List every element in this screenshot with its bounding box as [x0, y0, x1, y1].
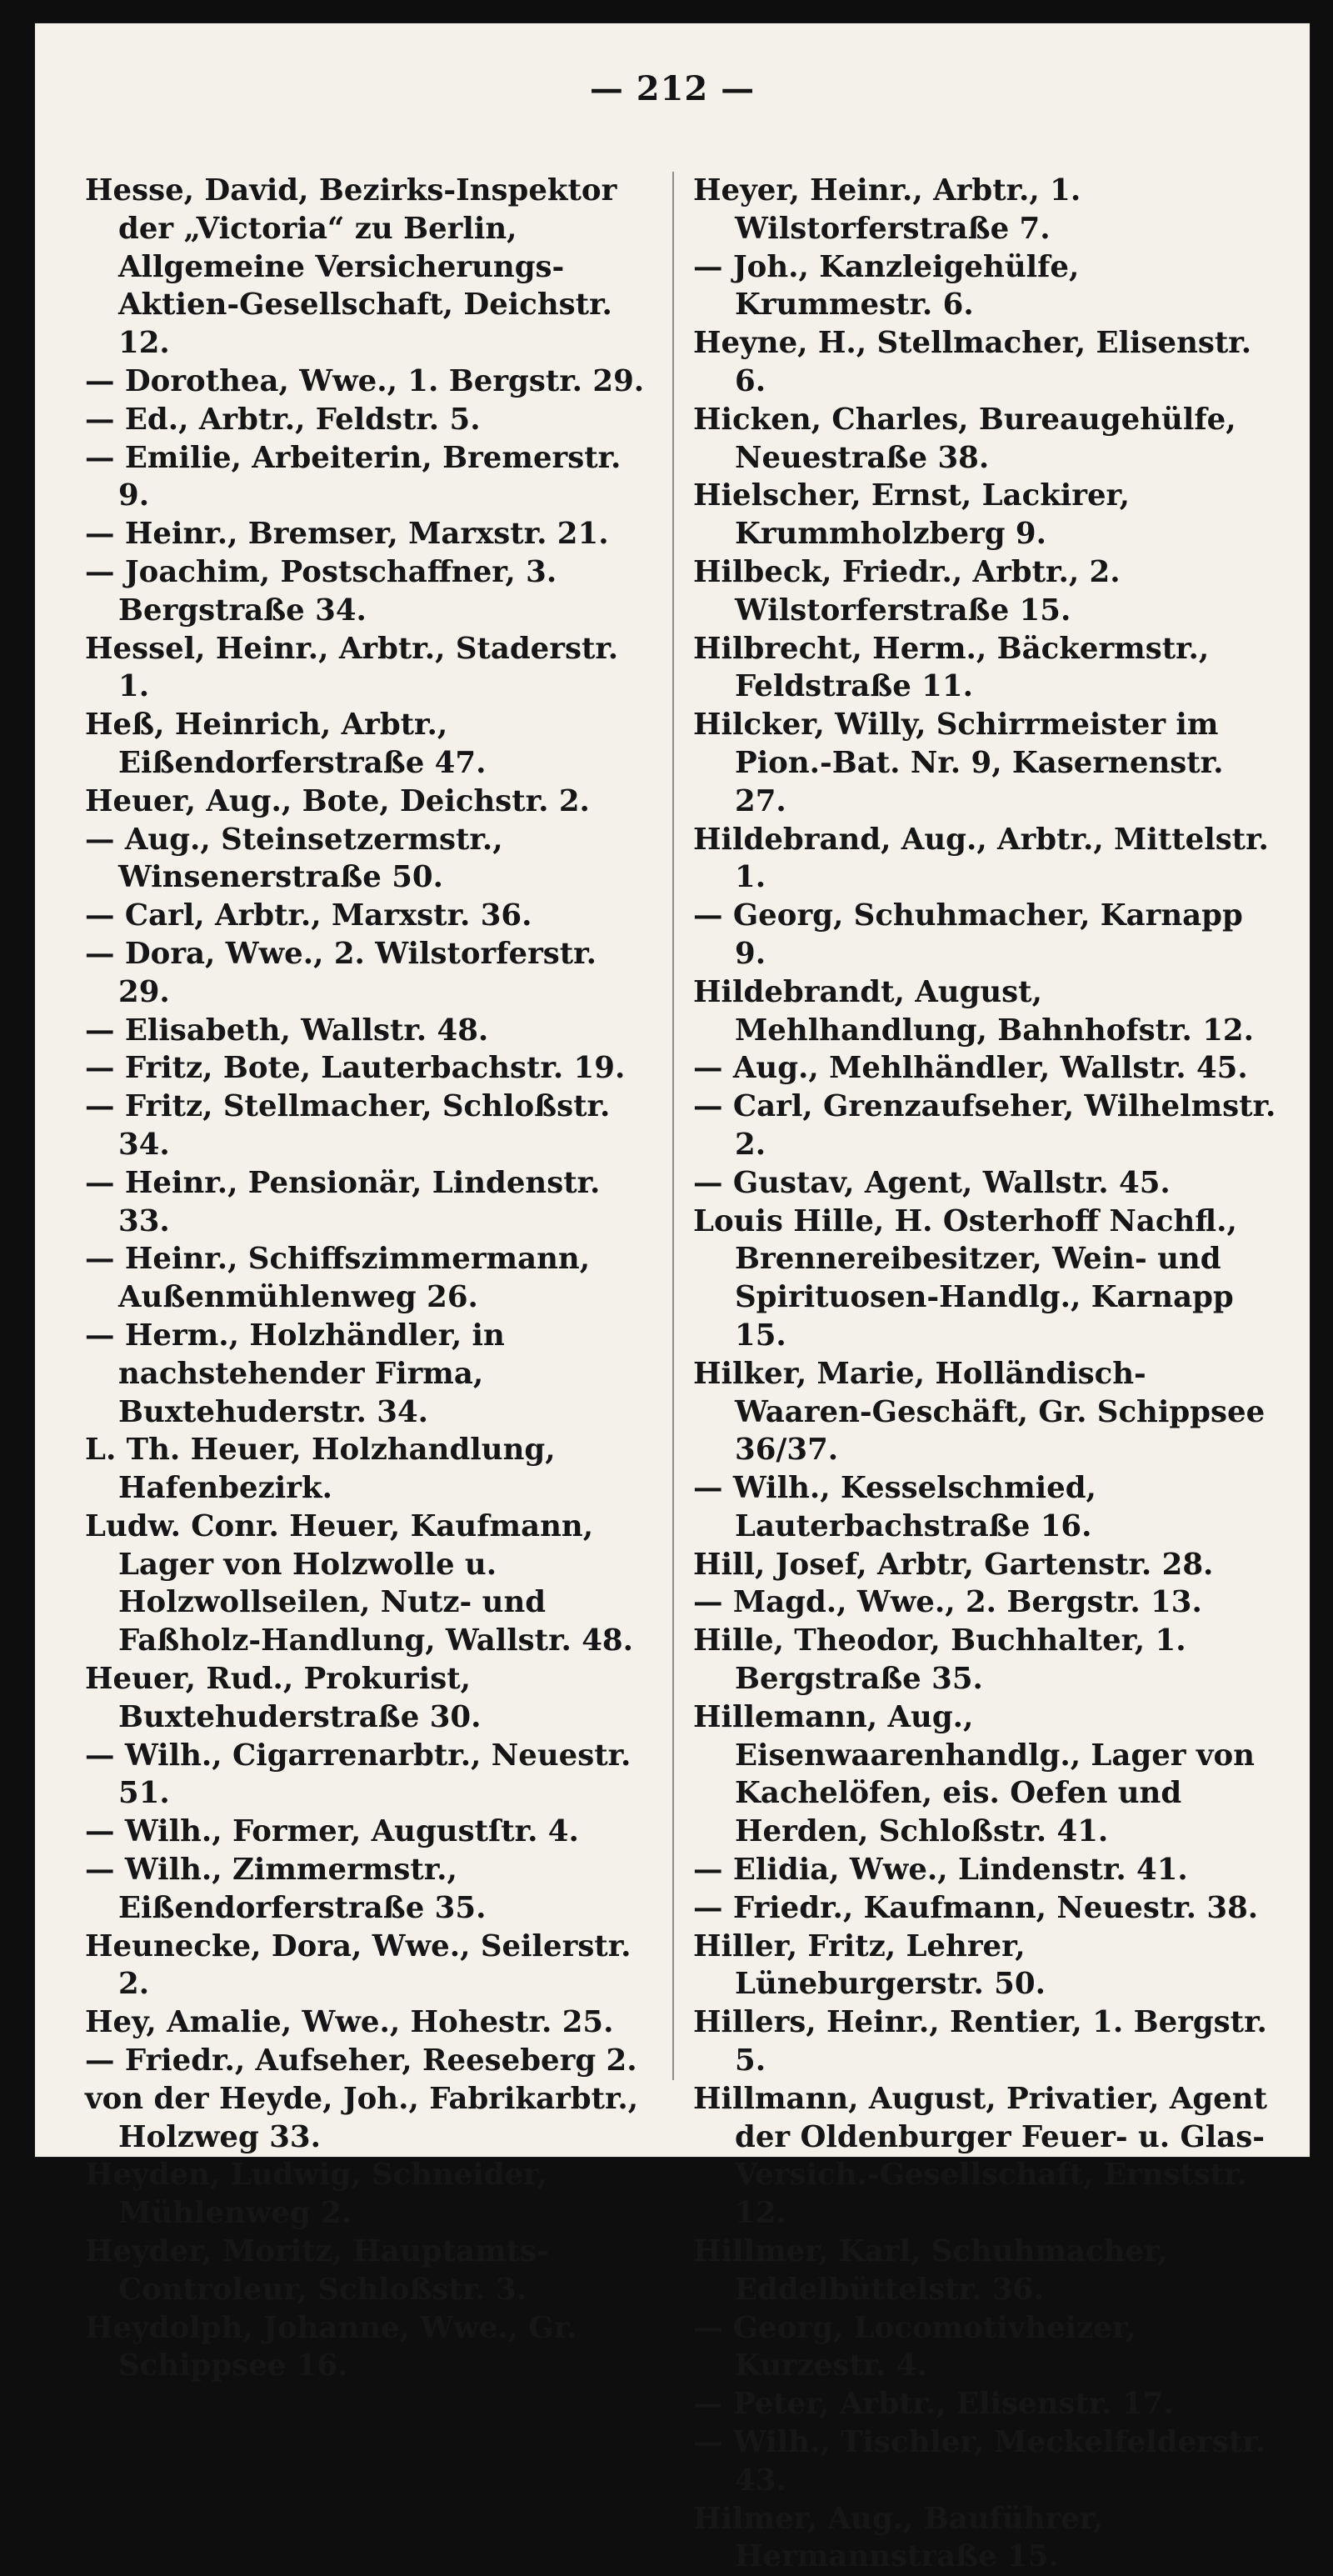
- directory-entry: Heuer, Rud., Prokurist, Buxtehuderstraße 30.: [85, 1662, 482, 1734]
- directory-entry: — Heinr., Bremser, Marxstr. 21.: [85, 517, 609, 552]
- page-number: — 212 —: [589, 69, 756, 108]
- directory-entry: — Heinr., Pensionär, Lindenstr. 33.: [85, 1165, 601, 1238]
- directory-entry: Hillers, Heinr., Rentier, 1. Bergstr. 5.: [693, 2005, 1267, 2078]
- directory-entry: Hilmer, Aug., Bauführer, Hermannstraße 15.: [693, 2501, 1104, 2574]
- directory-entry: — Friedr., Kaufmann, Neuestr. 38.: [693, 1890, 1259, 1925]
- directory-entry: — Wilh., Tischler, Meckelfelderstr. 43.: [693, 2425, 1266, 2498]
- directory-entry: — Wilh., Zimmermstr., Eißendorferstraße 35.: [85, 1853, 487, 1925]
- directory-entry: — Magd., Wwe., 2. Bergstr. 13.: [693, 1585, 1202, 1620]
- directory-entry: — Aug., Steinsetzermstr., Winsenerstraße 50.: [85, 822, 503, 895]
- directory-entry: Heunecke, Dora, Wwe., Seilerstr. 2.: [85, 1928, 632, 2002]
- directory-entry: Hilbrecht, Herm., Bäckermstr., Feldstraße 11.: [693, 631, 1210, 704]
- directory-entry: Heyer, Heinr., Arbtr., 1. Wilstorferstraße 7.: [693, 173, 1081, 246]
- directory-entry: von der Heyde, Joh., Fabrikarbtr., Holzweg 33.: [85, 2081, 639, 2154]
- directory-entry: — Wilh., Former, Augustſtr. 4.: [85, 1814, 579, 1849]
- directory-entry: Hillemann, Aug., Eisenwaarenhandlg., Lager von Kachelöfen, eis. Oefen und Herden, Schloßstr. 41.: [693, 1699, 1255, 1849]
- directory-entry: — Joh., Kanzleigehülfe, Krummestr. 6.: [693, 249, 1080, 323]
- directory-entry: L. Th. Heuer, Holzhandlung, Hafenbezirk.: [85, 1433, 556, 1506]
- directory-entry: — Peter, Arbtr., Elisenstr. 17.: [693, 2387, 1174, 2422]
- directory-entry: — Elidia, Wwe., Lindenstr. 41.: [693, 1853, 1188, 1888]
- directory-entry: Heuer, Aug., Bote, Deichstr. 2.: [85, 783, 590, 818]
- directory-entry: — Gustav, Agent, Wallstr. 45.: [693, 1165, 1171, 1200]
- directory-entry: Hessel, Heinr., Arbtr., Staderstr. 1.: [85, 631, 619, 704]
- directory-entry: — Carl, Grenzaufseher, Wilhelmstr. 2.: [693, 1089, 1276, 1162]
- directory-entry: — Fritz, Bote, Lauterbachstr. 19.: [85, 1051, 626, 1086]
- directory-entry: Hilcker, Willy, Schirrmeister im Pion.-Bat. Nr. 9, Kasernenstr. 27.: [693, 708, 1224, 818]
- directory-entry: — Wilh., Kesselschmied, Lauterbachstraße 16.: [693, 1471, 1096, 1543]
- directory-entry: Hey, Amalie, Wwe., Hohestr. 25.: [85, 2005, 614, 2040]
- directory-entry: — Joachim, Postschaffner, 3. Bergstraße 34.: [85, 554, 557, 628]
- directory-entry: Hielscher, Ernst, Lackirer, Krummholzberg 9.: [693, 478, 1131, 552]
- directory-entry: Hicken, Charles, Bureaugehülfe, Neuestraße 38.: [693, 402, 1236, 475]
- directory-entry: Hiller, Fritz, Lehrer, Lüneburgerstr. 50.: [693, 1928, 1046, 2002]
- directory-entry: Hilbeck, Friedr., Arbtr., 2. Wilstorferstraße 15.: [693, 554, 1121, 628]
- directory-entry: — Georg, Locomotivheizer, Kurzestr. 4.: [693, 2310, 1136, 2383]
- directory-entry: Hill, Josef, Arbtr, Gartenstr. 28.: [693, 1547, 1214, 1582]
- left-column: [85, 172, 647, 2385]
- directory-entry: — Ed., Arbtr., Feldstr. 5.: [85, 402, 481, 437]
- directory-entry: — Dorothea, Wwe., 1. Bergstr. 29.: [85, 363, 645, 398]
- directory-entry: — Carl, Arbtr., Marxstr. 36.: [85, 898, 532, 933]
- directory-entry: — Heinr., Schiffszimmermann, Außenmühlenweg 26.: [85, 1242, 591, 1315]
- directory-entry: — Aug., Mehlhändler, Wallstr. 45.: [693, 1051, 1248, 1086]
- directory-entry: — Friedr., Aufseher, Reeseberg 2.: [85, 2043, 637, 2078]
- directory-entry: — Herm., Holzhändler, in nachstehender Firma, Buxtehuderstr. 34.: [85, 1318, 505, 1429]
- directory-entry: Heß, Heinrich, Arbtr., Eißendorferstraße 47.: [85, 708, 487, 780]
- directory-entry: — Dora, Wwe., 2. Wilstorferstr. 29.: [85, 936, 597, 1009]
- directory-entry: Heyder, Moritz, Hauptamts-Controleur, Schloßstr. 3.: [85, 2234, 549, 2307]
- directory-entry: Ludw. Conr. Heuer, Kaufmann, Lager von Holzwolle u. Holzwollseilen, Nutz- und Faßholz-Handlung, Wallstr. 48.: [85, 1508, 633, 1658]
- directory-entry: Heydolph, Johanne, Wwe., Gr. Schippsee 16.: [85, 2310, 577, 2383]
- directory-entry: Heyne, H., Stellmacher, Elisenstr. 6.: [693, 326, 1252, 398]
- directory-entry: Hille, Theodor, Buchhalter, 1. Bergstraße 35.: [693, 1623, 1186, 1697]
- right-column: [693, 172, 1276, 2576]
- directory-entry: Hilker, Marie, Holländisch-Waaren-Geschäft, Gr. Schippsee 36/37.: [693, 1356, 1266, 1468]
- directory-page: [35, 23, 1310, 2574]
- directory-entry: — Georg, Schuhmacher, Karnapp 9.: [693, 898, 1243, 971]
- directory-entry: Hillmann, August, Privatier, Agent der Oldenburger Feuer- u. Glas-Versich.-Gesellschaft, Ernststr. 12.: [693, 2081, 1267, 2231]
- directory-entry: — Fritz, Stellmacher, Schloßstr. 34.: [85, 1089, 611, 1162]
- directory-entry: — Elisabeth, Wallstr. 48.: [85, 1013, 489, 1048]
- directory-entry: Hildebrand, Aug., Arbtr., Mittelstr. 1.: [693, 822, 1269, 895]
- directory-entry: Louis Hille, H. Osterhoff Nachfl., Brennereibesitzer, Wein- und Spirituosen-Handlg., Karnapp 15.: [693, 1203, 1237, 1353]
- directory-entry: Hillmer, Karl, Schuhmacher, Eddelbüttelstr. 36.: [693, 2234, 1168, 2307]
- column-divider: [672, 172, 674, 2080]
- directory-entry: — Wilh., Cigarrenarbtr., Neuestr. 51.: [85, 1738, 632, 1811]
- directory-entry: — Emilie, Arbeiterin, Bremerstr. 9.: [85, 440, 622, 513]
- directory-entry: Heyden, Ludwig, Schneider, Mühlenweg 2.: [85, 2158, 547, 2231]
- directory-entry: Hesse, David, Bezirks-Inspektor der „Victoria“ zu Berlin, Allgemeine Versicherungs-Aktien-Gesellschaft, Deichstr. 12.: [85, 173, 617, 361]
- directory-entry: Hildebrandt, August, Mehlhandlung, Bahnhofstr. 12.: [693, 974, 1254, 1048]
